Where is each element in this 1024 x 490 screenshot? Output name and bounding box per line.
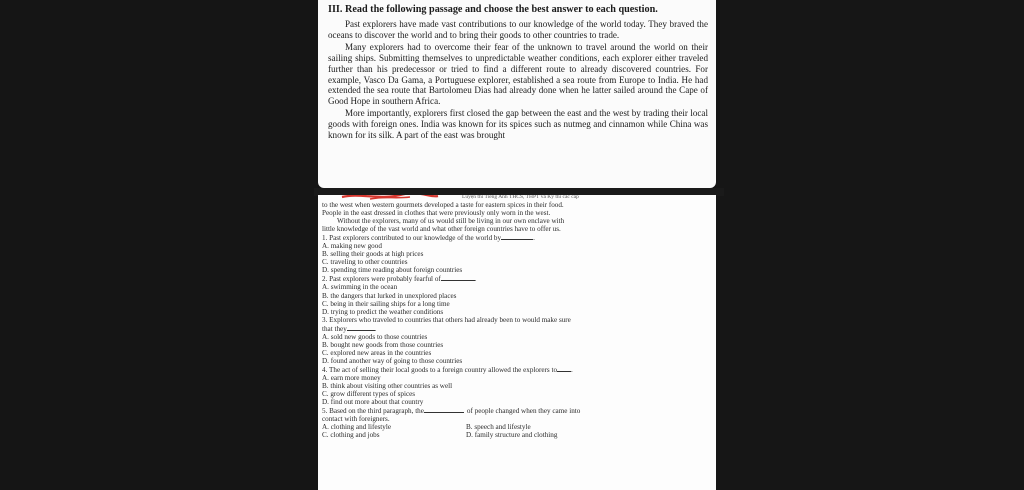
answer-blank — [347, 324, 375, 331]
question-3-stem-line2 — [322, 324, 710, 333]
question-stem-text: 5. Based on the third paragraph, the — [322, 407, 424, 416]
option-d: D. trying to predict the weather conditions — [322, 307, 444, 316]
question-stem-end: . — [571, 365, 573, 374]
option-a: A. swimming in the ocean — [322, 283, 398, 292]
question-4-stem — [322, 365, 710, 374]
question-2-stem — [322, 274, 710, 283]
passage-paragraph-1: Past explorers have made vast contributions to our knowledge of the world today. They braved the oceans to discover the world and to bring their goods to other countries to trade. — [328, 19, 708, 40]
option-b: B. bought new goods from those countries — [322, 340, 444, 349]
option-b: B. selling their goods at high prices — [322, 250, 424, 259]
red-scribble-mark — [340, 195, 440, 200]
option-c: C. clothing and jobs — [322, 431, 380, 440]
section-heading: III. Read the following passage and choose the best answer to each question. — [328, 4, 658, 15]
right-dark-margin — [716, 0, 1024, 490]
option-c: C. being in their sailing ships for a long time — [322, 299, 450, 308]
continuation-line: People in the east dressed in clothes that were previously only worn in the west. — [322, 209, 551, 218]
option-a: A. making new good — [322, 242, 382, 251]
question-stem-end: of people changed when they came into — [466, 407, 581, 416]
question-stem-text: that they — [322, 324, 347, 333]
question-stem-text: 2. Past explorers were probably fearful of — [322, 275, 441, 284]
passage-body — [328, 3, 708, 141]
option-d: D. found another way of going to those countries — [322, 356, 463, 365]
answer-blank — [501, 233, 535, 243]
question-stem-end: . — [374, 324, 377, 333]
continuation-line: to the west when western gourmets developed a taste for eastern spices in their food. — [322, 201, 564, 209]
question-stem-end: . — [533, 234, 535, 243]
left-dark-margin — [0, 0, 318, 490]
last-paragraph-line: little knowledge of the vast world and what other foreign countries have to offer us. — [322, 225, 561, 234]
option-b: B. think about visiting other countries as well — [322, 382, 453, 391]
answer-blank — [441, 274, 477, 284]
option-d: D. find out more about that country — [322, 398, 424, 407]
question-1-stem — [322, 233, 710, 242]
question-5-stem-line2: contact with foreigners. — [322, 415, 390, 424]
option-c: C. explored new areas in the countries — [322, 348, 432, 357]
passage-page — [318, 0, 716, 188]
option-d: D. family structure and clothing — [466, 431, 558, 440]
option-b: B. the dangers that lurked in unexplored places — [322, 291, 457, 300]
option-c: C. traveling to other countries — [322, 258, 408, 267]
options-row — [322, 423, 710, 431]
last-paragraph-line: Without the explorers, many of us would still be living in our own enclave with — [337, 217, 565, 226]
question-stem-end: . — [474, 275, 477, 284]
option-a: A. sold new goods to those countries — [322, 332, 428, 341]
option-a: A. clothing and lifestyle — [322, 423, 392, 432]
option-a: A. earn more money — [322, 373, 381, 382]
questions-page — [318, 195, 716, 490]
options-row — [322, 431, 710, 439]
page-header-strip — [322, 195, 710, 201]
option-c: C. grow different types of spices — [322, 390, 416, 399]
passage-paragraph-3: More importantly, explorers first closed the gap between the east and the west by trading their local goods with foreign ones. India was known for its spices such as nutmeg and cinnamon while China was known for its silk. A part of the east was brought — [328, 108, 708, 141]
header-strip-text: Luyện thi Tiếng Anh THCS, THPT và Kỳ thi các cấp — [462, 195, 579, 200]
question-stem-text: 1. Past explorers contributed to our knowledge of the world by — [322, 234, 502, 243]
passage-paragraph-2: Many explorers had to overcome their fear of the unknown to travel around the world on their sailing ships. Submitting themselves to unpredictable weather conditions, each explorer either traveled further than his predecessor or tried to find a different route to already discovered countries. For example, Vasco Da Gama, a Portuguese explorer, established a sea route from Europe to India. He had extended the sea route that Bartolomeu Dias had already done when he latter sailed around the Cape of Good Hope in southern Africa. — [328, 41, 708, 107]
option-d: D. spending time reading about foreign countries — [322, 266, 463, 275]
answer-blank — [557, 365, 571, 372]
question-5-stem — [322, 406, 710, 415]
questions-body — [322, 195, 710, 439]
option-b: B. speech and lifestyle — [466, 423, 531, 432]
question-3-stem: 3. Explorers who traveled to countries that others had already been to would make sure — [322, 315, 571, 324]
answer-blank — [424, 406, 464, 413]
question-stem-text: 4. The act of selling their local goods to a foreign country allowed the explorers to — [322, 365, 558, 374]
